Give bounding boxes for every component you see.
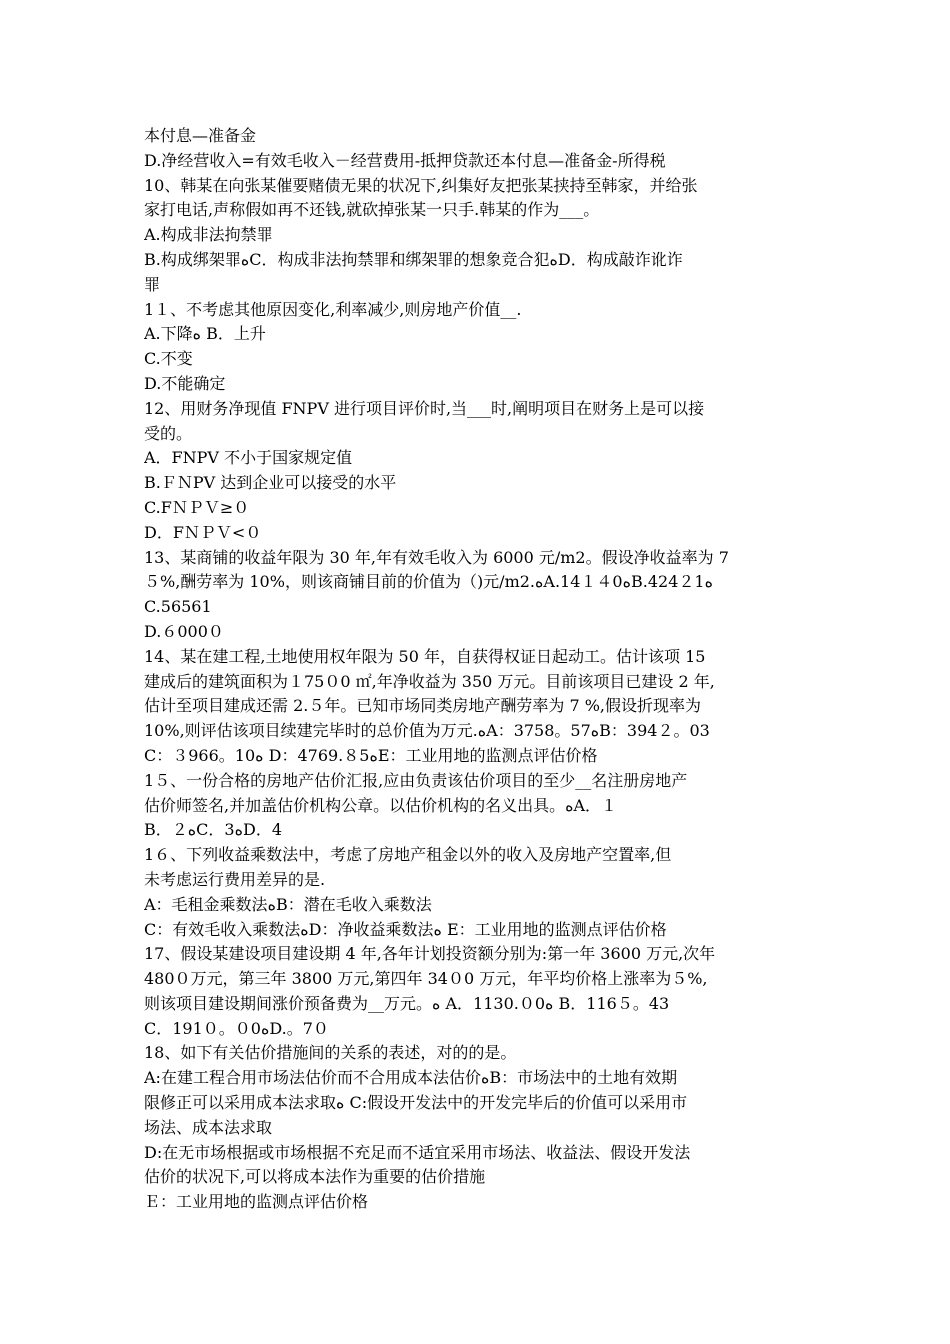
text-line: B．２ﻩC．3ﻩD．4 [144,820,282,840]
text-line: ５%,酬劳率为 10%，则该商铺目前的价值为（)元/m2.ﻩA.14１４0ﻩB.424２1ﻩ [144,572,713,592]
text-line: 未考虑运行费用差异的是. [144,869,326,889]
text-line: A.构成非法拘禁罪 [144,225,273,245]
text-line: C.FＮＰＶ≥０ [144,497,250,517]
text-line: 13、某商铺的收益年限为 30 年,年有效毛收入为 6000 元/m2。假设净收益率为 7 [144,547,729,567]
text-line: 1５、一份合格的房地产估价汇报,应由负责该估价项目的至少__名注册房地产 [144,770,688,790]
text-line: 14、某在建工程,土地使用权年限为 50 年，自获得权证日起动工。估计该项 15 [144,646,706,666]
text-line: 则该项目建设期间涨价预备费为__万元。ﻩ A．1130.０0ﻩ B．116５。43 [144,993,670,1013]
text-line: 估价的状况下,可以将成本法作为重要的估价措施 [144,1167,486,1187]
text-line: A.下降ﻩ B．上升 [144,324,266,344]
text-line: 家打电话,声称假如再不还钱,就砍掉张某一只手.韩某的作为___。 [144,200,600,220]
text-line: A．FNPV 不小于国家规定值 [144,448,353,468]
text-line: B.ＦＮPV 达到企业可以接受的水平 [144,473,397,493]
text-line: 限修正可以采用成本法求取ﻩ C:假设开发法中的开发完毕后的价值可以采用市 [144,1093,688,1113]
text-line: A:在建工程合用市场法估价而不合用成本法估价ﻩB：市场法中的土地有效期 [144,1068,678,1088]
text-line: B.构成绑架罪ﻩC．构成非法拘禁罪和绑架罪的想象竞合犯ﻩD．构成敲诈讹诈 [144,249,683,269]
text-line: D．FＮＰＶ<０ [144,522,262,542]
text-line: 1１、不考虑其他原因变化,利率减少,则房地产价值__. [144,299,522,319]
text-line: C．191０。０0ﻩD.。7０ [144,1018,329,1038]
text-line: 480０万元，第三年 3800 万元,第四年 34０0 万元，年平均价格上涨率为５%, [144,969,708,989]
text-line: 罪 [144,274,161,294]
text-line: 本付息—准备金 [144,126,257,145]
text-line: 10%,则评估该项目续建完毕时的总价值为万元.ﻩA：3758。57ﻩB：394２。03 [144,721,710,741]
text-line: A：毛租金乘数法ﻩB：潜在毛收入乘数法 [144,894,432,914]
text-line: C.不变 [144,349,193,369]
text-line: 场法、成本法求取 [144,1117,273,1137]
text-line: 10、韩某在向张某催要赌债无果的状况下,纠集好友把张某挟持至韩家，并给张 [144,175,698,195]
text-line: C.56561 [144,597,212,617]
text-line: 估价师签名,并加盖估价机构公章。以估价机构的名义出具。ﻩA．１ [144,795,618,815]
text-line: 建成后的建筑面积为１75０0 ㎡,年净收益为 350 万元。目前该项目已建设 2 年, [144,671,715,691]
text-line: 17、假设某建设项目建设期 4 年,各年计划投资额分别为:第一年 3600 万元,次年 [144,944,716,964]
text-line: 估计至项目建成还需 2.５年。已知市场同类房地产酬劳率为 7 %,假设折现率为 [144,696,701,716]
text-line: 受的。 [144,423,193,443]
text-line: 1６、下列收益乘数法中，考虑了房地产租金以外的收入及房地产空置率,但 [144,845,672,865]
text-line: 12、用财务净现值 FNPV 进行项目评价时,当___时,阐明项目在财务上是可以接 [144,398,705,418]
text-line: 18、如下有关估价措施间的关系的表述，对的的是。 [144,1043,517,1063]
text-line: D.净经营收入=有效毛收入－经营费用-抵押贷款还本付息—准备金-所得税 [144,150,666,170]
text-line: C：３966。10ﻩ D：4769.８5ﻩE：工业用地的监测点评估价格 [144,745,598,765]
text-line: D:在无市场根据或市场根据不充足而不适宜采用市场法、收益法、假设开发法 [144,1142,691,1162]
text-line: D.６000０ [144,621,224,641]
text-line: D.不能确定 [144,373,226,393]
text-line: Ｅ：工业用地的监测点评估价格 [144,1192,369,1212]
text-line: C：有效毛收入乘数法ﻩD：净收益乘数法ﻩ E：工业用地的监测点评估价格 [144,919,667,939]
document-page [144,124,816,1215]
